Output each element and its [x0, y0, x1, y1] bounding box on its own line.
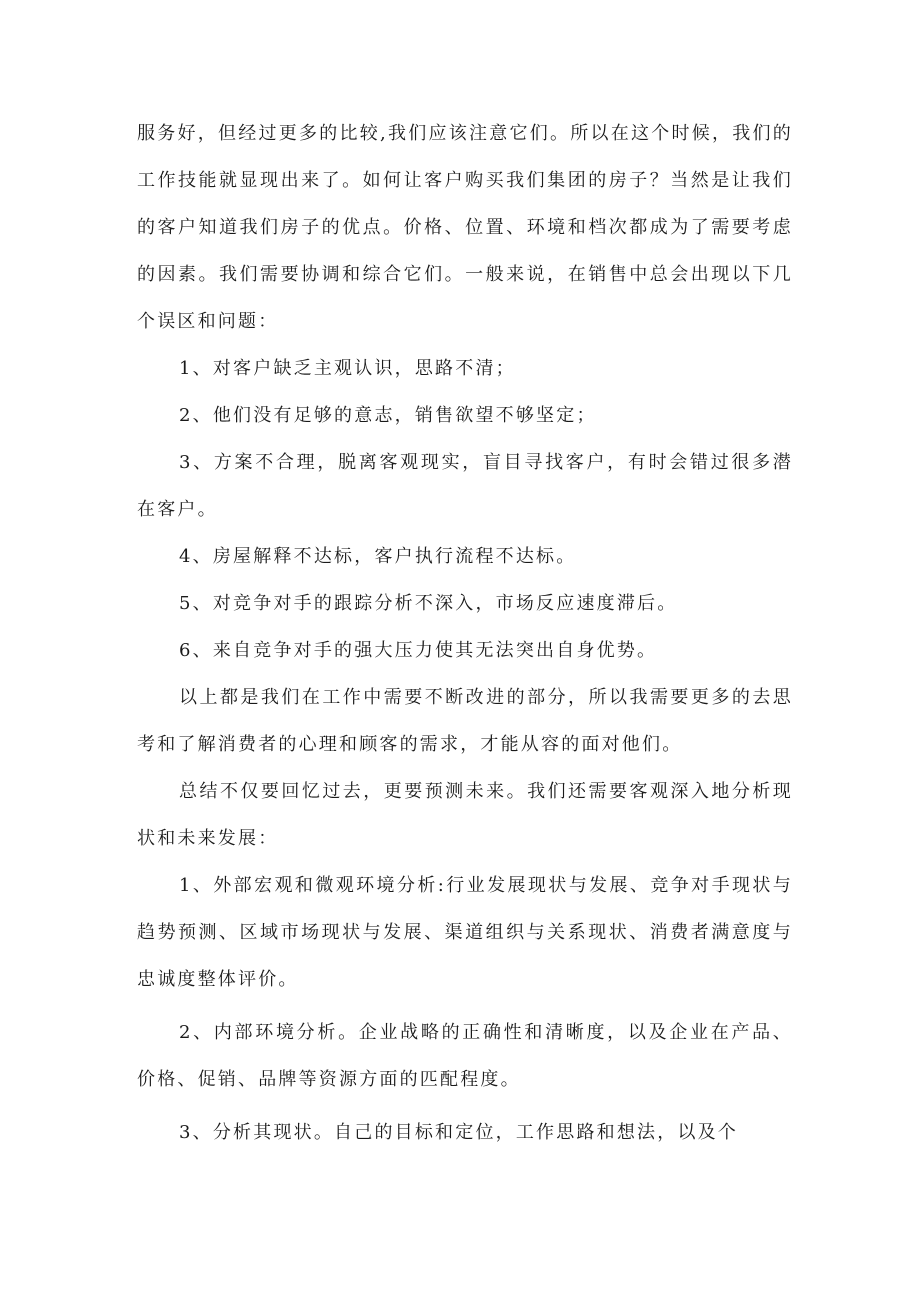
list-item-misunderstanding-5: 5、对竞争对手的跟踪分析不深入，市场反应速度滞后。 [179, 593, 678, 614]
document-body [137, 110, 793, 1156]
paragraph-intro: 服务好，但经过更多的比较,我们应该注意它们。所以在这个时候，我们的工作技能就显现出来了。如何让客户购买我们集团的房子？当然是让我们的客户知道我们房子的优点。价格、位置、环境和档次都成为了需要考虑的因素。我们需要协调和综合它们。一般来说，在销售中总会出现以下几个误区和问题： [137, 123, 793, 332]
list-item-misunderstanding-2: 2、他们没有足够的意志，销售欲望不够坚定； [179, 405, 597, 426]
list-item-analysis-1: 1、外部宏观和微观环境分析:行业发展现状与发展、竞争对手现状与趋势预测、区域市场现状与发展、渠道组织与关系现状、消费者满意度与忠诚度整体评价。 [137, 875, 793, 990]
list-item-analysis-3: 3、分析其现状。自己的目标和定位，工作思路和想法，以及个 [179, 1122, 739, 1143]
list-item-misunderstanding-3: 3、方案不合理，脱离客观现实，盲目寻找客户，有时会错过很多潜在客户。 [137, 452, 793, 520]
list-item-misunderstanding-1: 1、对客户缺乏主观认识，思路不清； [179, 358, 516, 379]
list-item-misunderstanding-6: 6、来自竞争对手的强大压力使其无法突出自身优势。 [179, 640, 658, 661]
paragraph-summary-future: 总结不仅要回忆过去，更要预测未来。我们还需要客观深入地分析现状和未来发展： [137, 781, 793, 849]
list-item-analysis-2: 2、内部环境分析。企业战略的正确性和清晰度，以及企业在产品、价格、促销、品牌等资源方面的匹配程度。 [137, 1022, 793, 1090]
list-item-misunderstanding-4: 4、房屋解释不达标，客户执行流程不达标。 [179, 546, 577, 567]
paragraph-improvement: 以上都是我们在工作中需要不断改进的部分，所以我需要更多的去思考和了解消费者的心理和顾客的需求，才能从容的面对他们。 [137, 687, 793, 755]
